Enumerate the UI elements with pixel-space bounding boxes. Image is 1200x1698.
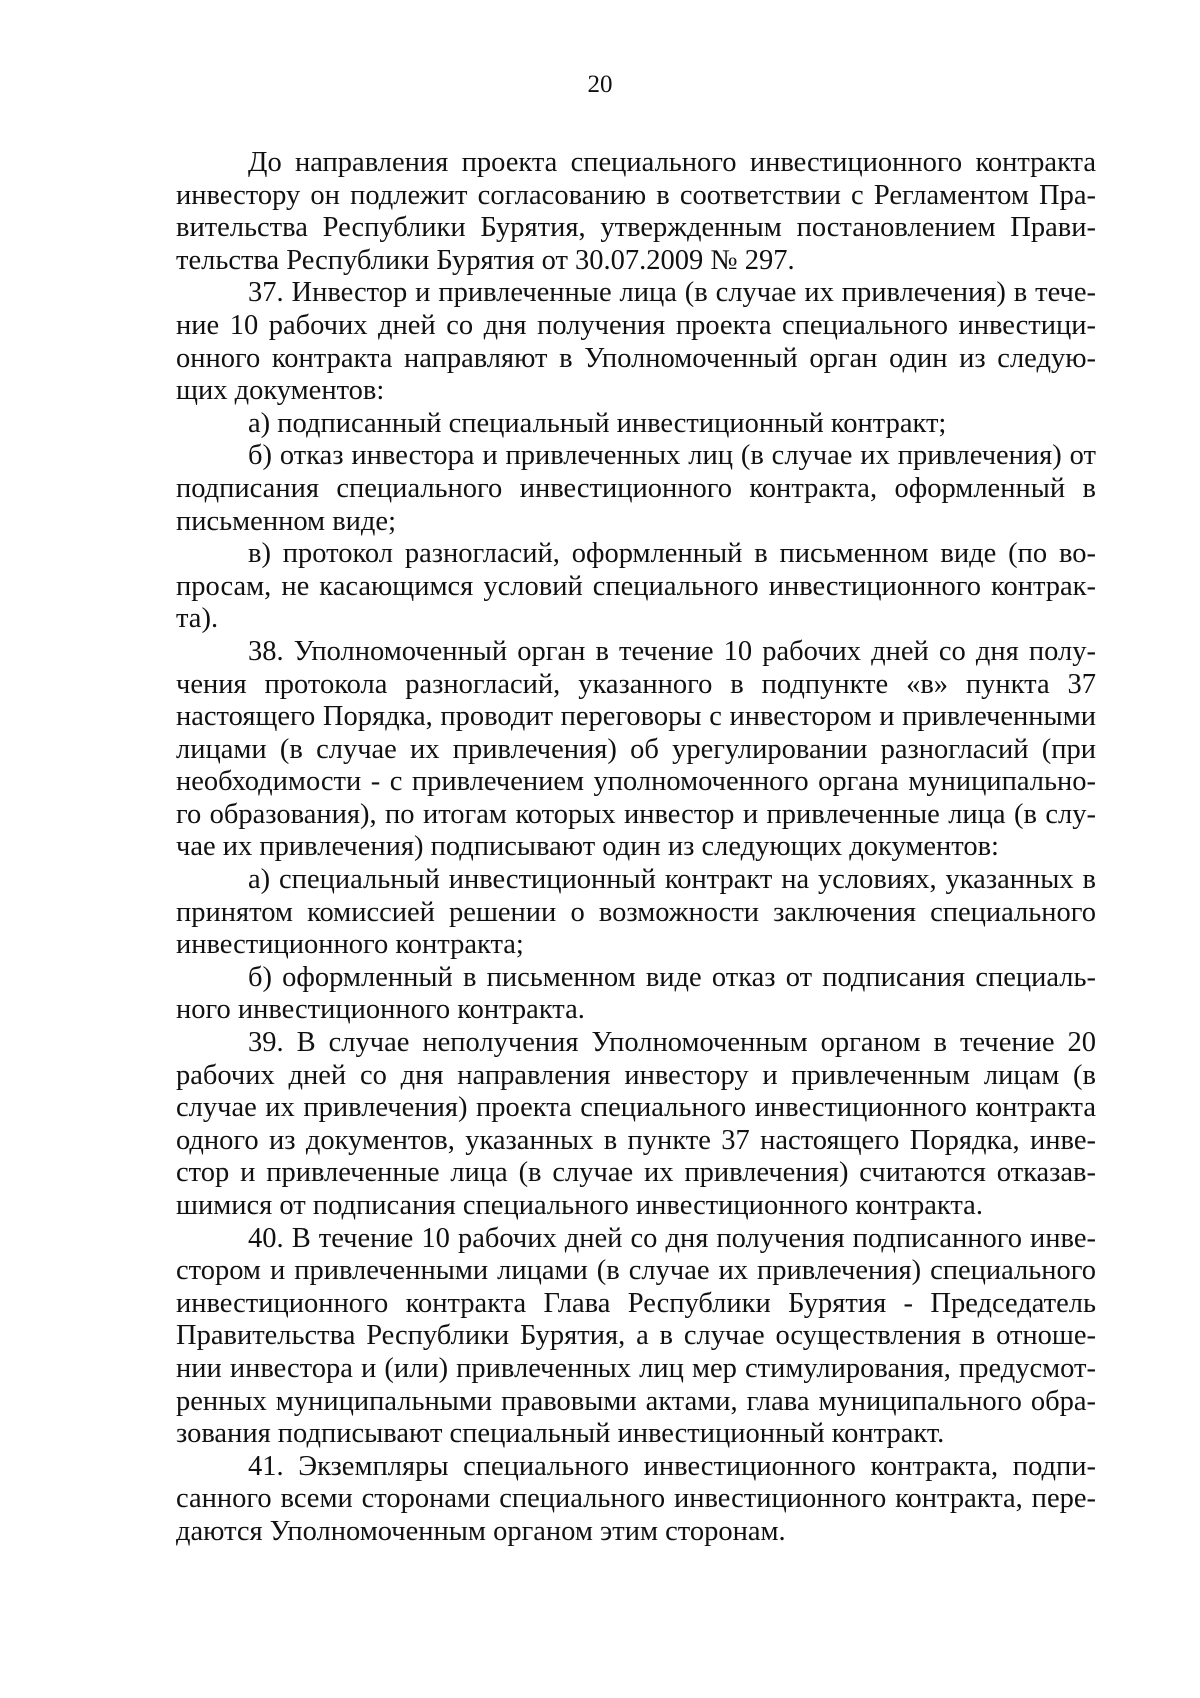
- paragraph-38-a: а) специальный инвестиционный контракт на условиях, указанных в принятом комиссией решении о возможности заключения специального инвестиционного контракта;: [176, 864, 1096, 961]
- document-body: [176, 147, 1096, 1549]
- paragraph-38: 38. Уполномоченный орган в течение 10 рабочих дней со дня получения протокола разногласий, указанного в подпункте «в» пункта 37 настоящего Порядка, проводит переговоры с инвестором и привлеченными лицами (в случае их привлечения) об урегулировании разногласий (при необходимости - с привлечением уполномоченного органа муниципального образования), по итогам которых инвестор и привлеченные лица (в случае их привлечения) подписывают один из следующих документов:: [176, 635, 1096, 863]
- paragraph-37-a: а) подписанный специальный инвестиционный контракт;: [248, 407, 947, 439]
- paragraph-intro: До направления проекта специального инвестиционного контракта инвестору он подлежит согласованию в соответствии с Регламентом Правительства Республики Бурятия, утвержденным постановлением Правительства Республики Бурятия от 30.07.2009 № 297.: [176, 147, 1096, 276]
- paragraph-41: 41. Экземпляры специального инвестиционного контракта, подписанного всеми сторонами специального инвестиционного контракта, передаются Уполномоченным органом этим сторонам.: [176, 1450, 1096, 1547]
- paragraph-40: 40. В течение 10 рабочих дней со дня получения подписанного инвестором и привлеченными лицами (в случае их привлечения) специального инвестиционного контракта Глава Республики Бурятия - Председатель Правительства Республики Бурятия, а в случае осуществления в отношении инвестора и (или) привлеченных лиц мер стимулирования, предусмотренных муниципальными правовыми актами, глава муниципального образования подписывают специальный инвестиционный контракт.: [176, 1222, 1096, 1450]
- page-number: 20: [587, 71, 613, 98]
- paragraph-37: 37. Инвестор и привлеченные лица (в случае их привлечения) в течение 10 рабочих дней со дня получения проекта специального инвестиционного контракта направляют в Уполномоченный орган один из следующих документов:: [176, 277, 1096, 407]
- paragraph-37-v: в) протокол разногласий, оформленный в письменном виде (по вопросам, не касающимся условий специального инвестиционного контракта).: [176, 538, 1096, 635]
- paragraph-38-b: б) оформленный в письменном виде отказ от подписания специального инвестиционного контракта.: [176, 961, 1096, 1026]
- paragraph-37-b: б) отказ инвестора и привлеченных лиц (в случае их привлечения) от подписания специального инвестиционного контракта, оформленный в письменном виде;: [176, 440, 1096, 537]
- paragraph-39: 39. В случае неполучения Уполномоченным органом в течение 20 рабочих дней со дня направления инвестору и привлеченным лицам (в случае их привлечения) проекта специального инвестиционного контракта одного из документов, указанных в пункте 37 настоящего Порядка, инвестор и привлеченные лица (в случае их привлечения) считаются отказавшимися от подписания специального инвестиционного контракта.: [176, 1027, 1096, 1221]
